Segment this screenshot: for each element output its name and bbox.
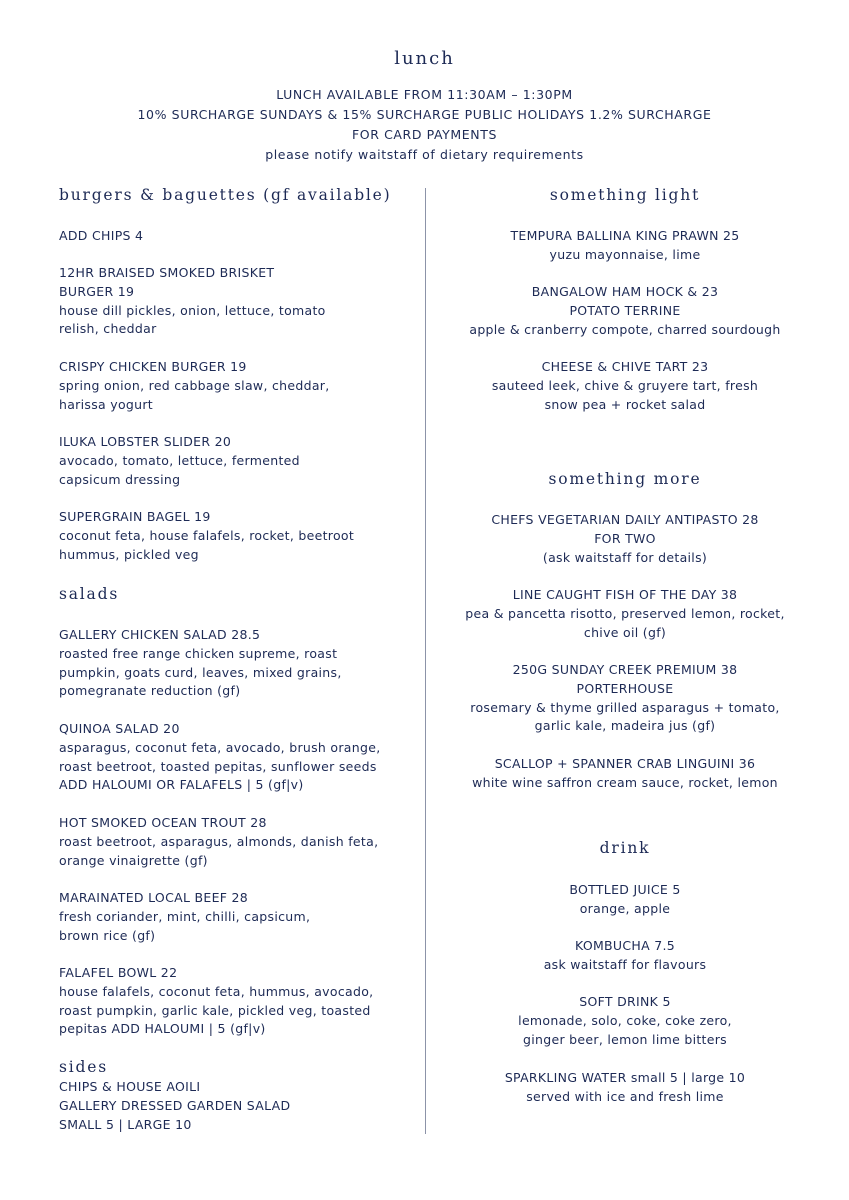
- section-title-something-light: something light: [549, 186, 701, 204]
- menu-item-brisket-burger: 12HR BRAISED SMOKED BRISKET BURGER 19 house dill pickles, onion, lettuce, tomato relish, cheddar: [59, 265, 326, 337]
- menu-item-gallery-chicken-salad: GALLERY CHICKEN SALAD 28.5 roasted free range chicken supreme, roast pumpkin, goats curd, leaves, mixed grains, pomegranate reduction (gf): [59, 627, 342, 699]
- column-divider: [425, 188, 426, 1134]
- section-title-something-more: something more: [548, 470, 702, 488]
- menu-item-quinoa-salad: QUINOA SALAD 20 asparagus, coconut feta, avocado, brush orange, roast beetroot, toasted pepitas, sunflower seeds ADD HALOUMI OR FALAFELS | 5 (gf|v): [59, 721, 381, 793]
- menu-item-falafel-bowl: FALAFEL BOWL 22 house falafels, coconut feta, hummus, avocado, roast pumpkin, garlic kale, pickled veg, toasted pepitas ADD HALOUMI | 5 (gf|v): [59, 965, 374, 1037]
- menu-item-sparkling-water: SPARKLING WATER small 5 | large 10 served with ice and fresh lime: [504, 1070, 746, 1104]
- section-title-salads: salads: [59, 585, 120, 603]
- card-payment-text: FOR CARD PAYMENTS: [351, 127, 497, 142]
- surcharge-text: 10% SURCHARGE SUNDAYS & 15% SURCHARGE PUBLIC HOLIDAYS 1.2% SURCHARGE: [137, 107, 712, 122]
- lunch-hours-text: LUNCH AVAILABLE FROM 11:30AM – 1:30PM: [276, 87, 573, 102]
- menu-item-crab-linguini: SCALLOP + SPANNER CRAB LINGUINI 36 white wine saffron cream sauce, rocket, lemon: [472, 756, 778, 790]
- menu-item-antipasto: CHEFS VEGETARIAN DAILY ANTIPASTO 28 FOR TWO (ask waitstaff for details): [491, 512, 759, 565]
- menu-item-king-prawn: TEMPURA BALLINA KING PRAWN 25 yuzu mayonnaise, lime: [510, 228, 740, 262]
- section-title-sides: sides: [59, 1058, 108, 1076]
- menu-item-cheese-chive-tart: CHEESE & CHIVE TART 23 sauteed leek, chive & gruyere tart, fresh snow pea + rocket salad: [491, 359, 759, 412]
- menu-item-ham-hock: BANGALOW HAM HOCK & 23 POTATO TERRINE apple & cranberry compote, charred sourdough: [469, 284, 781, 337]
- menu-item-crispy-chicken-burger: CRISPY CHICKEN BURGER 19 spring onion, red cabbage slaw, cheddar, harissa yogurt: [59, 359, 330, 412]
- menu-item-ocean-trout: HOT SMOKED OCEAN TROUT 28 roast beetroot, asparagus, almonds, danish feta, orange vinaigrette (gf): [59, 815, 379, 868]
- menu-header-info: [0, 85, 849, 165]
- menu-item-bottled-juice: BOTTLED JUICE 5 orange, apple: [569, 882, 681, 916]
- menu-item-porterhouse: 250G SUNDAY CREEK PREMIUM 38 PORTERHOUSE rosemary & thyme grilled asparagus + tomato, garlic kale, madeira jus (gf): [470, 662, 780, 734]
- section-title-burgers: burgers & baguettes (gf available): [59, 186, 392, 204]
- menu-item-supergrain-bagel: SUPERGRAIN BAGEL 19 coconut feta, house falafels, rocket, beetroot hummus, pickled veg: [59, 509, 355, 562]
- menu-title: lunch: [394, 48, 455, 69]
- menu-item-sides: CHIPS & HOUSE AOILI GALLERY DRESSED GARDEN SALAD SMALL 5 | LARGE 10: [59, 1079, 291, 1132]
- menu-item-lobster-slider: ILUKA LOBSTER SLIDER 20 avocado, tomato, lettuce, fermented capsicum dressing: [59, 434, 300, 487]
- menu-item-soft-drink: SOFT DRINK 5 lemonade, solo, coke, coke zero, ginger beer, lemon lime bitters: [518, 994, 732, 1047]
- menu-item-fish-of-the-day: LINE CAUGHT FISH OF THE DAY 38 pea & pancetta risotto, preserved lemon, rocket, chive oil (gf): [465, 587, 785, 640]
- menu-item-local-beef: MARAINATED LOCAL BEEF 28 fresh coriander, mint, chilli, capsicum, brown rice (gf): [59, 890, 311, 943]
- menu-item-add-chips: ADD CHIPS 4: [59, 228, 144, 243]
- menu-item-kombucha: KOMBUCHA 7.5 ask waitstaff for flavours: [543, 938, 707, 972]
- section-title-drink: drink: [599, 839, 651, 857]
- dietary-notice-text: please notify waitstaff of dietary requirements: [265, 147, 584, 162]
